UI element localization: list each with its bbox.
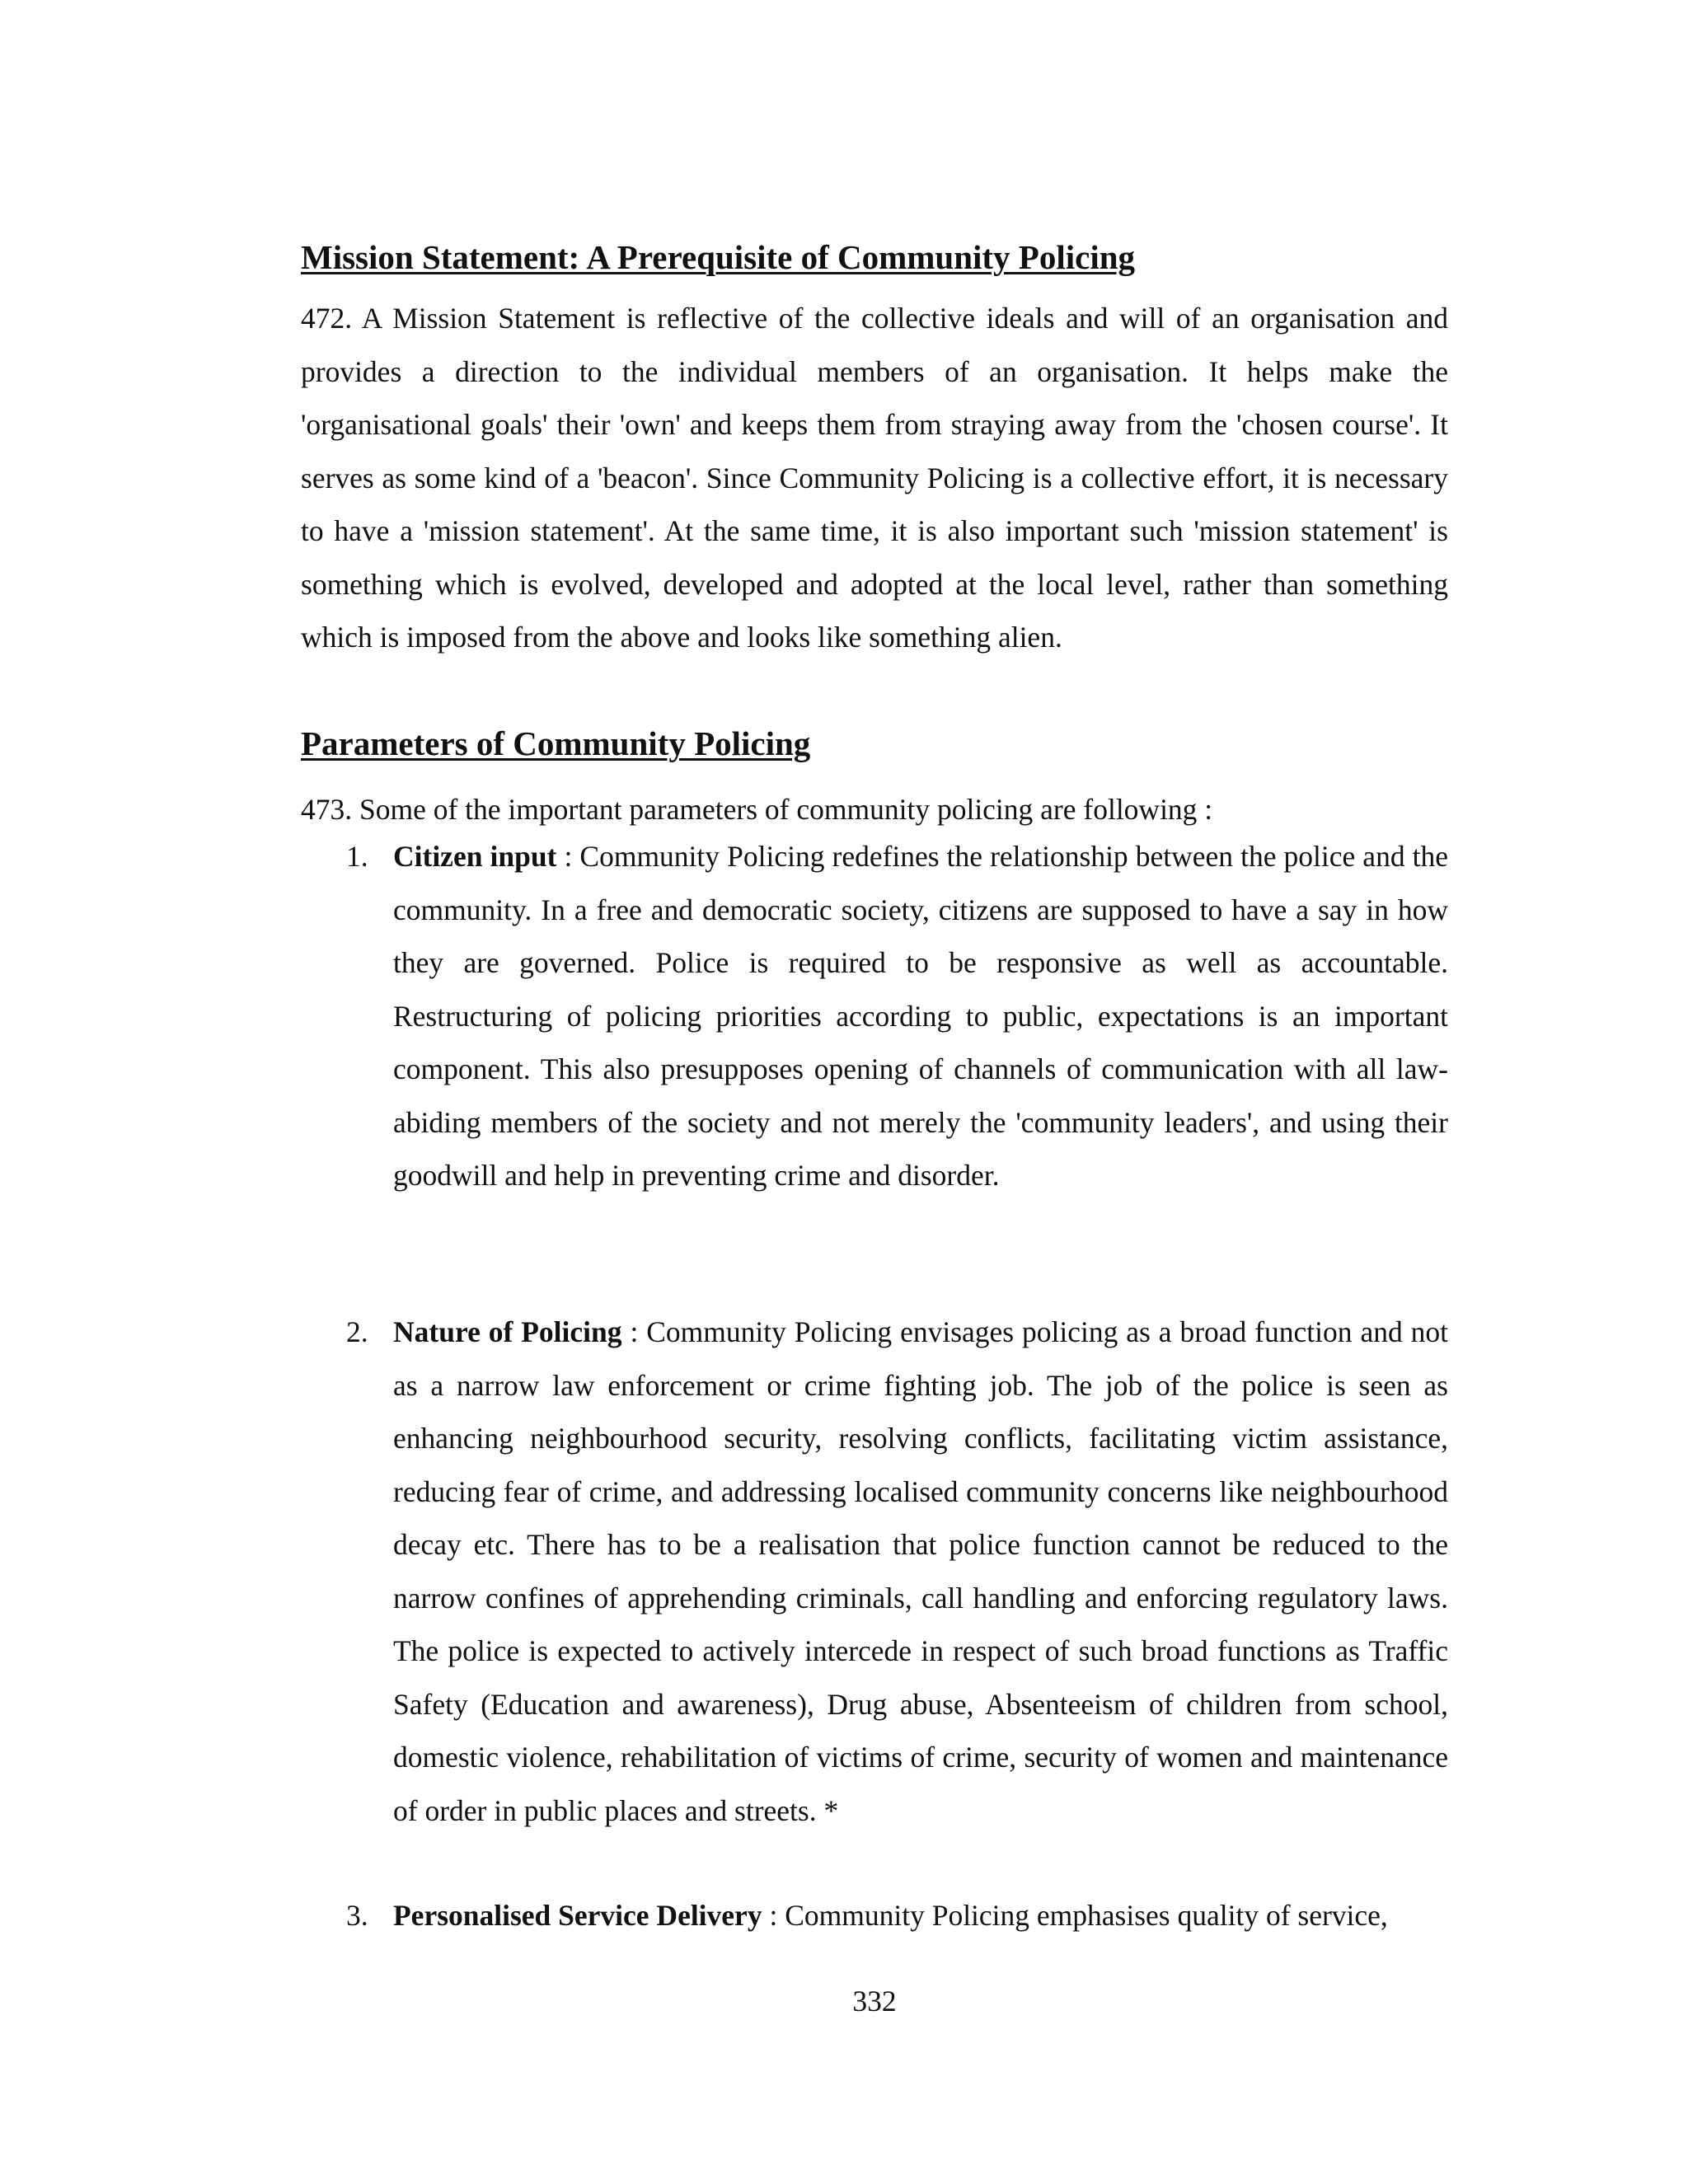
paragraph-473-intro: 473. Some of the important parameters of community policing are following : — [301, 793, 1213, 826]
paragraph-472: 472. A Mission Statement is reflective of the collective ideals and will of an organisation and provides a direction to the individual members of an organisation. It helps make the 'organisational goals' their 'own' and keeps them from straying away from the 'chosen course'. It serves as some kind of a 'beacon'. Since Community Policing is a collective effort, it is necessary to have a 'mission statement'. At the same time, it is also important such 'mission statement' is something which is evolved, developed and adopted at the local level, rather than something which is imposed from the above and looks like something alien. — [301, 302, 1448, 654]
list-item-title: Citizen input — [393, 840, 557, 873]
list-item-body — [393, 1889, 1448, 1943]
list-item-number: 3. — [346, 1899, 368, 1932]
list-item-text: : Community Policing envisages policing as a broad function and not as a narrow law enforcement or crime fighting job. The job of the police is seen as enhancing neighbourhood security, resolving conflicts, facilitating victim assistance, reducing fear of crime, and addressing localised community concerns like neighbourhood decay etc. There has to be a realisation that police function cannot be reduced to the narrow confines of apprehending criminals, call handling and enforcing regulatory laws. The police is expected to actively intercede in respect of such broad functions as Traffic Safety (Education and awareness), Drug abuse, Absenteeism of children from school, domestic violence, rehabilitation of victims of crime, security of women and maintenance of order in public places and streets. * — [393, 1315, 1448, 1827]
page-number: 332 — [852, 1985, 897, 2018]
parameters-heading: Parameters of Community Policing — [301, 724, 811, 762]
list-item-text: : Community Policing redefines the relationship between the police and the community. In a free and democratic society, citizens are supposed to have a say in how they are governed. Police is required to be responsive as well as accountable. Restructuring of policing priorities according to public, expectations is an important component. This also presupposes opening of channels of communication with all law-abiding members of the society and not merely the 'community leaders', and using their goodwill and help in preventing crime and disorder. — [393, 840, 1448, 1192]
list-item-title: Personalised Service Delivery — [393, 1899, 762, 1932]
list-item-title: Nature of Policing — [393, 1315, 622, 1348]
list-item-number: 2. — [346, 1315, 368, 1348]
list-item-text: : Community Policing emphasises quality of service, — [762, 1899, 1388, 1932]
list-item-body — [393, 830, 1448, 1202]
mission-statement-heading: Mission Statement: A Prerequisite of Community Policing — [301, 238, 1136, 276]
list-item-body — [393, 1305, 1448, 1837]
list-item-number: 1. — [346, 840, 368, 873]
